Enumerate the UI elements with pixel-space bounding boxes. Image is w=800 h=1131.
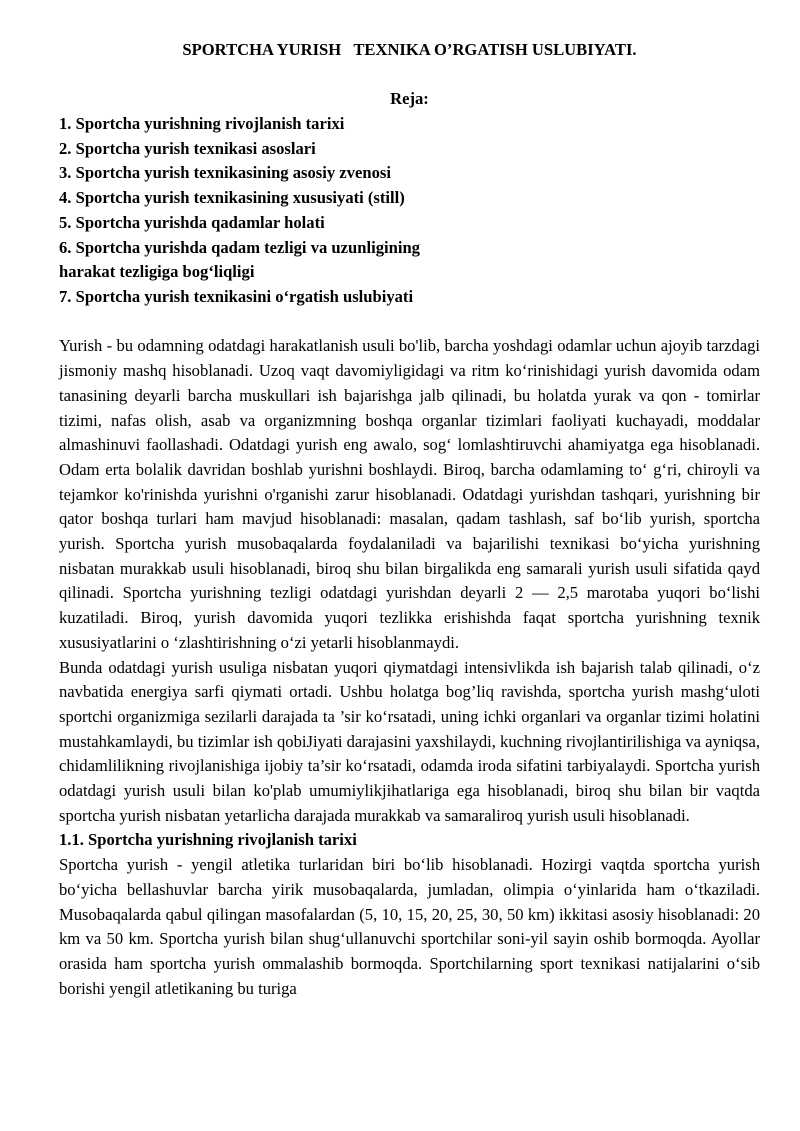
plan-list <box>59 112 760 310</box>
section-heading: 1.1. Sportcha yurishning rivojlanish tarixi <box>59 830 357 850</box>
plan-item: 4. Sportcha yurish texnikasining xususiyati (still) <box>59 188 405 208</box>
plan-item: 1. Sportcha yurishning rivojlanish tarixi <box>59 114 345 134</box>
document-title: SPORTCHA YURISH TEXNIKA O’RGATISH USLUBIYATI. <box>182 40 637 59</box>
title-spacer <box>59 63 760 88</box>
plan-heading: Reja: <box>390 89 429 109</box>
plan-spacer <box>59 310 760 335</box>
plan-item: 5. Sportcha yurishda qadamlar holati <box>59 212 325 232</box>
plan-item: 2. Sportcha yurish texnikasi asoslari <box>59 138 316 158</box>
plan-item: harakat tezligiga bog‘liqligi <box>59 262 255 282</box>
body-paragraph: Yurish - bu odamning odatdagi harakatlanish usuli bo'lib, barcha yoshdagi odamlar uchun ajoyib tarzdagi jismoniy mashq hisoblanadi. Uzoq vaqt davomiyligidagi va ritm ko‘rinishidagi yurish davomida odam tanasining deyarli barcha muskullari ish bajarishga jalb qilinadi, bu holatda yurak va qon - tomirlar tizimi, nafas olish, asab va organizmning boshqa organlar tizimlari faoliyati kuchayadi, moddalar almashinuvi faollashadi. Odatdagi yurish eng awalo, sog‘ lomlashtiruvchi ahamiyatga ega hisoblanadi. Odam erta bolalik davridan boshlab yurishni boshlaydi. Biroq, barcha odamlaming to‘ g‘ri, chiroyli va tejamkor ko'rinishda yurishni o'rganishi zarur hisoblanadi. Odatdagi yurishdan tashqari, yurishning bir qator boshqa turlari ham mavjud hisoblanadi: masalan, qadam tashlash, saf bo‘lib yurish, sportcha yurish. Sportcha yurish musobaqalarda foydalaniladi va bajarilishi texnikasi bo‘yicha yurishning nisbatan murakkab usuli hisoblanadi, biroq shu bilan birgalikda eng samarali yurish usuli sifatida qayd qilinadi. Sportcha yurishning tezligi odatdagi yurishdan deyarli 2 — 2,5 marotaba yuqori bo‘lishi kuzatiladi. Biroq, yurish davomida yuqori tezlikka erishishda faqat sportcha yurishning texnik xususiyatlarini o ‘zlashtirishning o‘zi yetarli hisoblanmaydi. <box>59 336 760 652</box>
plan-item: 7. Sportcha yurish texnikasini o‘rgatish uslubiyati <box>59 287 414 306</box>
plan-item: 3. Sportcha yurish texnikasining asosiy zvenosi <box>59 163 391 183</box>
body-paragraph: Bunda odatdagi yurish usuliga nisbatan yuqori qiymatdagi intensivlikda ish bajarish talab qilinadi, o‘z navbatida energiya sarfi qiymati ortadi. Ushbu holatga bog’liq ravishda, sportcha yurish mashg‘uloti sportchi organizmiga sezilarli darajada ta ’sir ko‘rsatadi, uning ichki organlari va organlar tizimi holatini mustahkamlaydi, bu tizimlar ish qobiJiyati darajasini yaxshilaydi, kuchning rivojlantirilishiga va ayniqsa, chidamlilikning rivojlanishiga ijobiy ta’sir ko‘rsatadi, odamda iroda sifatini tarbiyalaydi. Sportcha yurish odatdagi yurish usuli bilan ko'plab umumiylikjihatlariga ega hisoblanadi, biroq shu bilan bir vaqtda sportcha yurish nisbatan yetarlicha darajada murakkab va samaraliroq yurish usuli hisoblanadi. <box>59 657 760 825</box>
section-paragraph: Sportcha yurish - yengil atletika turlaridan biri bo‘lib hisoblanadi. Hozirgi vaqtda sportcha yurish bo‘yicha bellashuvlar barcha yirik musobaqalarda, jumladan, olimpia o‘yinlarida ham o‘tkaziladi. Musobaqalarda qabul qilingan masofalardan (5, 10, 15, 20, 25, 30, 50 km) ikkitasi asosiy hisoblanadi: 20 km va 50 km. Sportcha yurish bilan shug‘ullanuvchi sportchilar soni-yil sayin oshib bormoqda. Ayollar orasida ham sportcha yurish ommalashib bormoqda. Sportchilarning sport texnikasi natijalarini o‘sib borishi yengil atletikaning bu turiga <box>59 855 760 998</box>
plan-item: 6. Sportcha yurishda qadam tezligi va uzunligining <box>59 237 420 257</box>
